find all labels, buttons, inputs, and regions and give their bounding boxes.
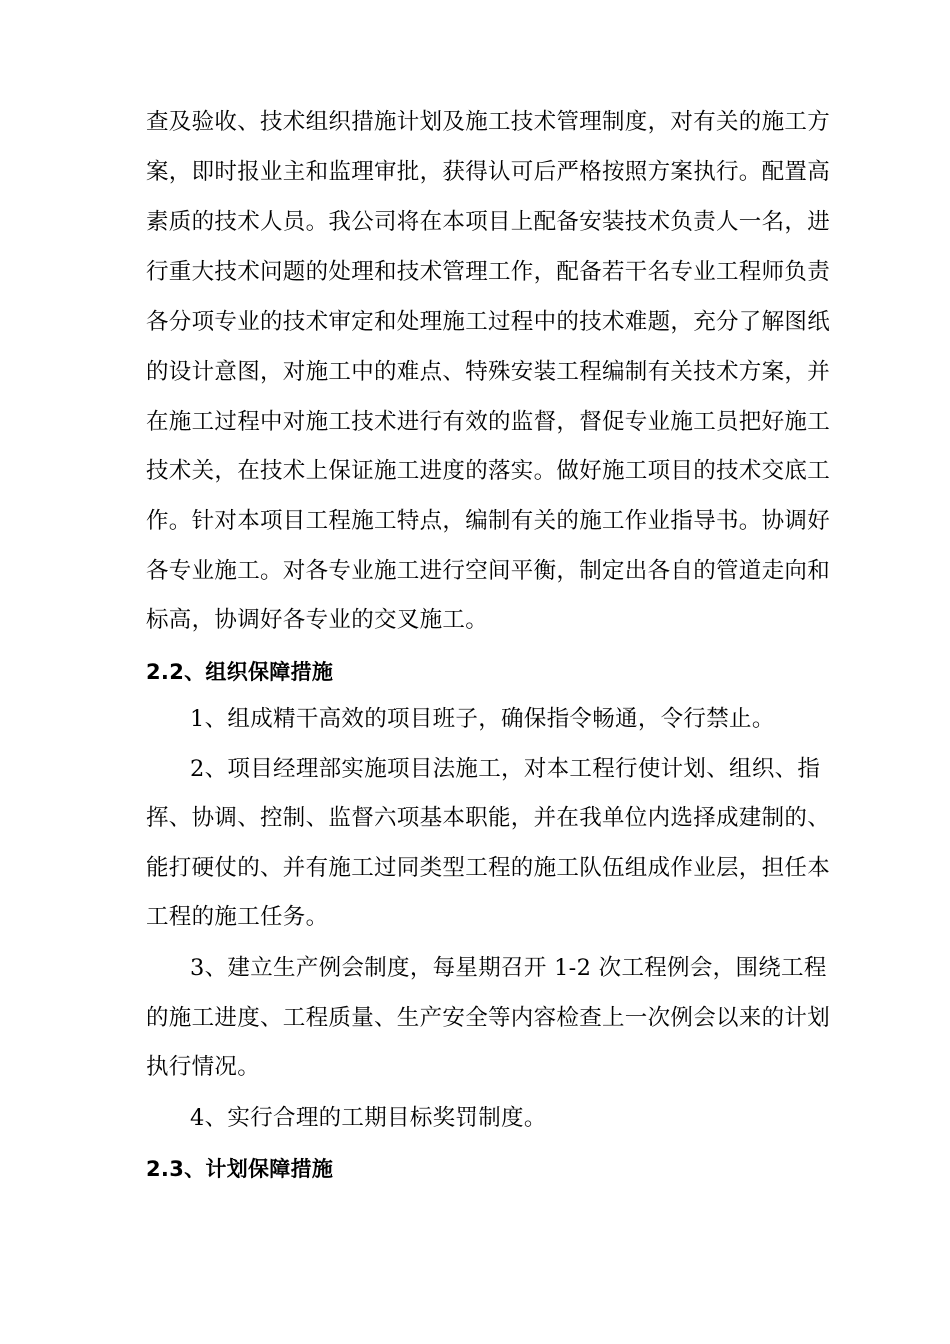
text-line: 工程的施工任务。 [146, 904, 329, 930]
text-line: 各专业施工。对各专业施工进行空间平衡，制定出各自的管道走向和 [146, 558, 831, 584]
text-line: 技术关，在技术上保证施工进度的落实。做好施工项目的技术交底工 [146, 458, 831, 484]
text-line: 能打硬仗的、并有施工过同类型工程的施工队伍组成作业层，担任本 [146, 855, 831, 881]
text-line: 的设计意图，对施工中的难点、特殊安装工程编制有关技术方案，并 [146, 359, 831, 385]
text-line: 在施工过程中对施工技术进行有效的监督，督促专业施工员把好施工 [146, 409, 831, 435]
text-line: 标高，协调好各专业的交叉施工。 [146, 607, 489, 633]
text-line: 案，即时报业主和监理审批，获得认可后严格按照方案执行。配置高 [146, 159, 831, 185]
text-line: 行重大技术问题的处理和技术管理工作，配备若干名专业工程师负责 [146, 259, 831, 285]
section-heading-2-2: 2.2、组织保障措施 [146, 660, 334, 684]
text-line: 素质的技术人员。我公司将在本项目上配备安装技术负责人一名，进 [146, 209, 831, 235]
text-line: 1、组成精干高效的项目班子，确保指令畅通，令行禁止。 [190, 706, 775, 732]
text-line: 的施工进度、工程质量、生产安全等内容检查上一次例会以来的计划 [146, 1005, 831, 1031]
text-line: 挥、协调、控制、监督六项基本职能，并在我单位内选择成建制的、 [146, 805, 831, 831]
text-line: 作。针对本项目工程施工特点，编制有关的施工作业指导书。协调好 [146, 508, 831, 534]
text-line: 执行情况。 [146, 1054, 261, 1080]
text-line: 2、项目经理部实施项目法施工，对本工程行使计划、组织、指 [190, 756, 821, 782]
text-line: 4、实行合理的工期目标奖罚制度。 [190, 1105, 547, 1131]
text-line: 3、建立生产例会制度，每星期召开 1-2 次工程例会，围绕工程 [190, 955, 827, 981]
text-line: 各分项专业的技术审定和处理施工过程中的技术难题，充分了解图纸 [146, 309, 831, 335]
section-heading-2-3: 2.3、计划保障措施 [146, 1157, 334, 1181]
text-line: 查及验收、技术组织措施计划及施工技术管理制度，对有关的施工方 [146, 109, 831, 135]
